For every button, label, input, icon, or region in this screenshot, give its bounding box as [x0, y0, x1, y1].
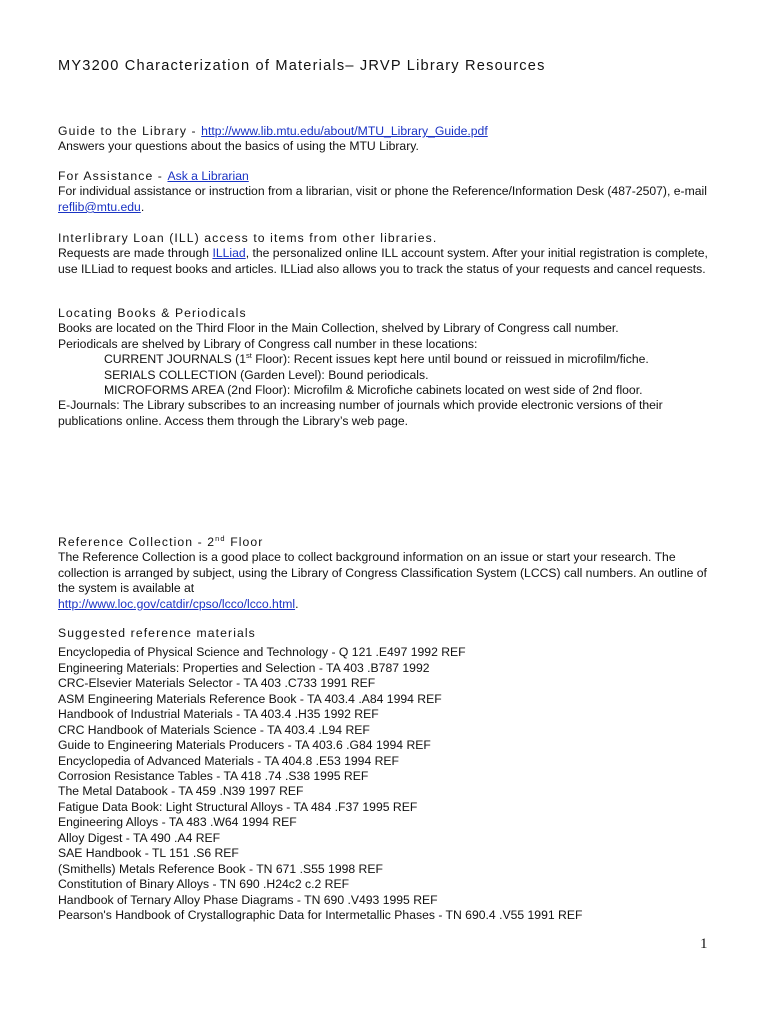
list-item: ASM Engineering Materials Reference Book - TA 403.4 .A84 1994 REF — [58, 691, 442, 706]
assistance-heading: For Assistance - — [58, 169, 168, 183]
page-number: 1 — [700, 936, 708, 952]
reference-heading-floor: Floor — [225, 535, 264, 549]
reflib-email-link[interactable]: reflib@mtu.edu — [58, 199, 141, 214]
periodicals-location-text: Periodicals are shelved by Library of Congress call number in these locations: — [58, 336, 478, 351]
list-item: Encyclopedia of Physical Science and Technology - Q 121 .E497 1992 REF — [58, 645, 466, 660]
ill-text: , the personalized online ILL account system. After your initial registration is complete, use ILLiad to request books and articles. ILLiad also allows you to track the status of your requests and cancel requests. — [58, 246, 708, 276]
lcco-outline-link[interactable]: http://www.loc.gov/catdir/cpso/lcco/lcco.html — [58, 596, 296, 611]
current-journals-text: Floor): Recent issues kept here until bound or reissued in microfilm/fiche. — [251, 352, 649, 367]
illiad-link[interactable]: ILLiad — [212, 246, 246, 261]
books-location-text: Books are located on the Third Floor in the Main Collection, shelved by Library of Congress call number. — [58, 321, 619, 336]
reference-heading-text: Reference Collection - 2 — [58, 535, 216, 549]
list-item: Alloy Digest - TA 490 .A4 REF — [58, 830, 221, 845]
locating-section — [58, 306, 718, 429]
list-item: Corrosion Resistance Tables - TA 418 .74 .S38 1995 REF — [58, 769, 369, 784]
assistance-section — [58, 169, 718, 215]
current-journals-item — [58, 352, 718, 367]
list-item: CRC Handbook of Materials Science - TA 403.4 .L94 REF — [58, 722, 370, 737]
list-item: SAE Handbook - TL 151 .S6 REF — [58, 846, 239, 861]
reference-section — [58, 535, 718, 612]
ejournals-text: E-Journals: The Library subscribes to an increasing number of journals which provide electronic versions of their publications online. Access them through the Library’s web page. — [58, 398, 663, 428]
reference-heading — [58, 535, 718, 550]
list-item: Engineering Materials: Properties and Selection - TA 403 .B787 1992 — [58, 660, 430, 675]
guide-section — [58, 124, 718, 155]
list-item: Handbook of Industrial Materials - TA 403.4 .H35 1992 REF — [58, 707, 379, 722]
library-guide-link[interactable]: http://www.lib.mtu.edu/about/MTU_Library_Guide.pdf — [201, 124, 488, 138]
page-title: MY3200 Characterization of Materials– JRVP Library Resources — [58, 58, 546, 74]
list-item: Fatigue Data Book: Light Structural Alloys - TA 484 .F37 1995 REF — [58, 799, 418, 814]
list-item: (Smithells) Metals Reference Book - TN 671 .S55 1998 REF — [58, 861, 383, 876]
list-item: Handbook of Ternary Alloy Phase Diagrams - TN 690 .V493 1995 REF — [58, 892, 438, 907]
list-item: The Metal Databook - TA 459 .N39 1997 REF — [58, 784, 304, 799]
ill-text-start: Requests are made through — [58, 246, 213, 261]
assistance-text: For individual assistance or instruction from a librarian, visit or phone the Reference/Information Desk (487-2507), e-mail — [58, 184, 707, 199]
guide-heading: Guide to the Library - — [58, 124, 202, 138]
list-item: Encyclopedia of Advanced Materials - TA 404.8 .E53 1994 REF — [58, 753, 399, 768]
ordinal-superscript: nd — [215, 533, 226, 543]
serials-collection-item: SERIALS COLLECTION (Garden Level): Bound periodicals. — [104, 367, 429, 382]
list-item: Constitution of Binary Alloys - TN 690 .H24c2 c.2 REF — [58, 877, 350, 892]
list-item: Pearson's Handbook of Crystallographic Data for Intermetallic Phases - TN 690.4 .V55 1991 REF — [58, 908, 583, 923]
guide-text: Answers your questions about the basics of using the MTU Library. — [58, 139, 419, 154]
microforms-area-item: MICROFORMS AREA (2nd Floor): Microfilm & Microfiche cabinets located on west side of 2nd floor. — [104, 383, 643, 398]
ordinal-superscript: st — [245, 351, 252, 361]
reference-list — [58, 645, 718, 923]
list-item: CRC-Elsevier Materials Selector - TA 403 .C733 1991 REF — [58, 676, 376, 691]
suggested-section — [58, 626, 718, 924]
assistance-text-end: . — [140, 199, 145, 214]
list-item: Guide to Engineering Materials Producers - TA 403.6 .G84 1994 REF — [58, 738, 431, 753]
ill-heading: Interlibrary Loan (ILL) access to items from other libraries. — [58, 231, 438, 245]
reference-text-end: . — [295, 596, 299, 611]
locating-heading: Locating Books & Periodicals — [58, 306, 247, 320]
list-item: Engineering Alloys - TA 483 .W64 1994 REF — [58, 815, 297, 830]
ill-section — [58, 231, 718, 277]
suggested-heading: Suggested reference materials — [58, 626, 256, 640]
ask-librarian-link[interactable]: Ask a Librarian — [167, 169, 249, 183]
current-journals-label: CURRENT JOURNALS (1 — [104, 352, 246, 367]
reference-text: The Reference Collection is a good place to collect background information on an issue or start your research. The collection is arranged by subject, using the Library of Congress Classification System (LCCS) call numbers. An outline of the system is available at — [58, 550, 707, 596]
